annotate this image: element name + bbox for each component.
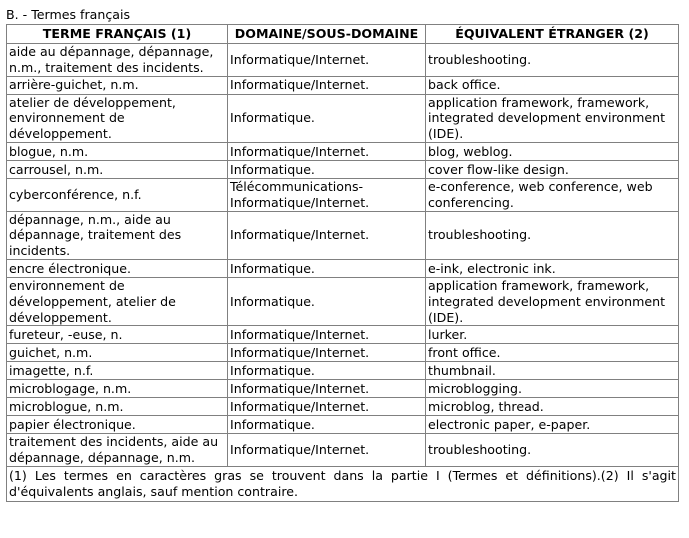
cell-terme: papier électronique.: [7, 416, 228, 434]
cell-terme: imagette, n.f.: [7, 362, 228, 380]
table-row: [7, 362, 679, 380]
cell-domaine: Informatique/Internet.: [228, 380, 426, 398]
table-row: [7, 211, 679, 259]
cell-domaine: Informatique.: [228, 94, 426, 142]
cell-domaine: Informatique/Internet.: [228, 76, 426, 94]
cell-domaine: Informatique/Internet.: [228, 434, 426, 467]
cell-terme: dépannage, n.m., aide au dépannage, traitement des incidents.: [7, 211, 228, 259]
footnote-row: [7, 466, 679, 501]
cell-terme: microblogage, n.m.: [7, 380, 228, 398]
table-row: [7, 380, 679, 398]
document-section: [6, 7, 678, 502]
cell-domaine: Informatique/Internet.: [228, 326, 426, 344]
cell-terme: guichet, n.m.: [7, 344, 228, 362]
cell-equivalent: e-ink, electronic ink.: [426, 259, 679, 277]
section-title: B. - Termes français: [6, 7, 131, 22]
header-equivalent: ÉQUIVALENT ÉTRANGER (2): [426, 25, 679, 44]
cell-equivalent: thumbnail.: [426, 362, 679, 380]
cell-terme: fureteur, -euse, n.: [7, 326, 228, 344]
cell-domaine: Informatique.: [228, 416, 426, 434]
table-body: [7, 44, 679, 467]
header-terme: TERME FRANÇAIS (1): [7, 25, 228, 44]
table-row: [7, 416, 679, 434]
terms-table: [6, 24, 679, 502]
cell-terme: encre électronique.: [7, 259, 228, 277]
table-row: [7, 160, 679, 178]
table-row: [7, 344, 679, 362]
table-row: [7, 259, 679, 277]
cell-equivalent: lurker.: [426, 326, 679, 344]
cell-equivalent: back office.: [426, 76, 679, 94]
cell-terme: atelier de développement, environnement de développement.: [7, 94, 228, 142]
cell-equivalent: troubleshooting.: [426, 434, 679, 467]
cell-domaine: Informatique.: [228, 362, 426, 380]
cell-terme: aide au dépannage, dépannage, n.m., traitement des incidents.: [7, 44, 228, 77]
cell-domaine: Informatique.: [228, 259, 426, 277]
cell-domaine: Informatique.: [228, 160, 426, 178]
table-header-row: [7, 25, 679, 44]
table-row: [7, 277, 679, 325]
cell-terme: arrière-guichet, n.m.: [7, 76, 228, 94]
table-row: [7, 434, 679, 467]
table-row: [7, 326, 679, 344]
cell-terme: microblogue, n.m.: [7, 398, 228, 416]
cell-equivalent: front office.: [426, 344, 679, 362]
table-row: [7, 44, 679, 77]
cell-equivalent: cover flow-like design.: [426, 160, 679, 178]
cell-domaine: Informatique/Internet.: [228, 344, 426, 362]
cell-equivalent: application framework, framework, integrated development environment (IDE).: [426, 94, 679, 142]
table-row: [7, 142, 679, 160]
cell-domaine: Télécommunications-Informatique/Internet.: [228, 178, 426, 211]
cell-domaine: Informatique/Internet.: [228, 142, 426, 160]
cell-domaine: Informatique.: [228, 277, 426, 325]
cell-equivalent: microblogging.: [426, 380, 679, 398]
cell-domaine: Informatique/Internet.: [228, 398, 426, 416]
cell-terme: environnement de développement, atelier de développement.: [7, 277, 228, 325]
table-row: [7, 76, 679, 94]
cell-equivalent: troubleshooting.: [426, 211, 679, 259]
cell-terme: blogue, n.m.: [7, 142, 228, 160]
table-row: [7, 178, 679, 211]
cell-equivalent: application framework, framework, integrated development environment (IDE).: [426, 277, 679, 325]
cell-domaine: Informatique/Internet.: [228, 44, 426, 77]
cell-terme: traitement des incidents, aide au dépannage, dépannage, n.m.: [7, 434, 228, 467]
cell-equivalent: blog, weblog.: [426, 142, 679, 160]
cell-terme: cyberconférence, n.f.: [7, 178, 228, 211]
cell-terme: carrousel, n.m.: [7, 160, 228, 178]
table-row: [7, 398, 679, 416]
header-domaine: DOMAINE/SOUS-DOMAINE: [228, 25, 426, 44]
cell-equivalent: electronic paper, e-paper.: [426, 416, 679, 434]
cell-equivalent: microblog, thread.: [426, 398, 679, 416]
cell-equivalent: e-conference, web conference, web conferencing.: [426, 178, 679, 211]
footnote: (1) Les termes en caractères gras se trouvent dans la partie I (Termes et définitions).(2) Il s'agit d'équivalents anglais, sauf mention contraire.: [7, 466, 679, 501]
cell-domaine: Informatique/Internet.: [228, 211, 426, 259]
table-row: [7, 94, 679, 142]
cell-equivalent: troubleshooting.: [426, 44, 679, 77]
